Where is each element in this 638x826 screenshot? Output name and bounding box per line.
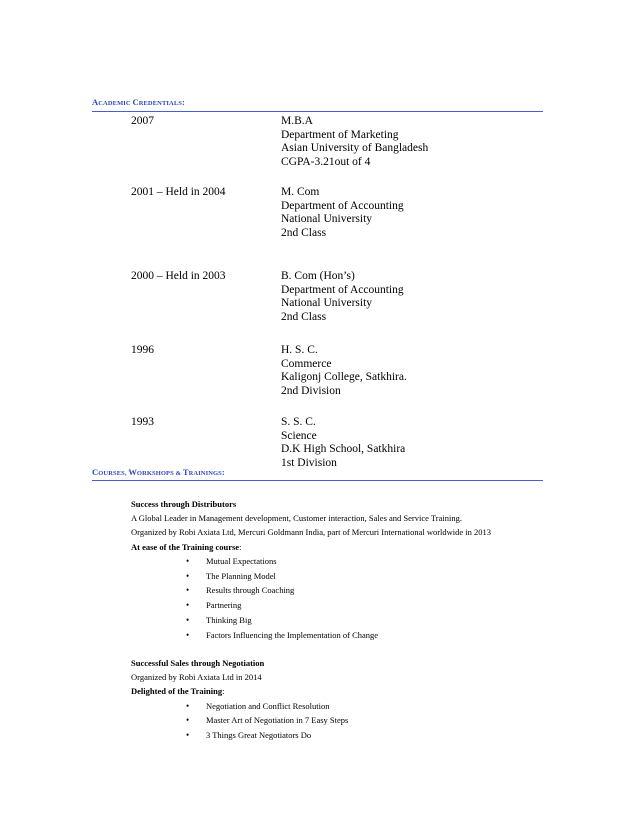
list-item-text: 3 Things Great Negotiators Do <box>206 730 312 741</box>
education-details <box>281 416 405 470</box>
education-year: 2000 – Held in 2003 <box>131 270 226 282</box>
education-year: 1996 <box>131 344 154 356</box>
heading-text: CADEMIC <box>98 100 133 107</box>
degree: S. S. C. <box>281 416 316 428</box>
education-details <box>281 270 404 324</box>
bullet-icon: • <box>186 730 190 741</box>
course-organizer: Organized by Robi Axiata Ltd in 2014 <box>131 672 262 683</box>
institution: National University <box>281 297 373 309</box>
bullet-icon: • <box>186 585 190 596</box>
department: Commerce <box>281 357 332 370</box>
education-year: 2007 <box>131 115 154 127</box>
list-item <box>131 569 611 584</box>
heading-letter: T <box>182 467 189 477</box>
heading-letter: C <box>132 97 139 107</box>
course-item <box>131 656 611 743</box>
heading-text: RAININGS <box>188 470 222 477</box>
list-item-text: Mutual Expectations <box>206 555 277 566</box>
heading-letter: A <box>92 97 99 107</box>
bullet-icon: • <box>186 570 190 581</box>
institution: Kaligonj College, Satkhira. <box>281 371 407 383</box>
degree: H. S. C. <box>281 344 318 356</box>
course-topics-label-text: At ease of the Training course <box>131 541 240 552</box>
list-item-text: Thinking Big <box>206 614 252 625</box>
heading-text: REDENTIALS <box>138 100 182 107</box>
department: Department of Marketing <box>281 128 399 141</box>
bullet-icon: • <box>186 700 190 711</box>
result: 2nd Class <box>281 310 327 323</box>
department: Department of Accounting <box>281 283 404 296</box>
list-item-text: Results through Coaching <box>206 585 295 596</box>
institution: National University <box>281 213 373 225</box>
courses-heading-rule <box>92 480 543 481</box>
academic-heading-rule <box>92 111 543 112</box>
course-title: Success through Distributors <box>131 499 237 509</box>
bullet-icon: • <box>186 555 190 566</box>
heading-text: OURSES, <box>98 470 129 477</box>
list-item-text: Master Art of Negotiation in 7 Easy Steps <box>206 715 349 726</box>
list-item-text: Negotiation and Conflict Resolution <box>206 700 330 711</box>
institution: D.K High School, Satkhira <box>281 443 406 455</box>
course-title: Successful Sales through Negotiation <box>131 658 265 668</box>
course-organizer: Organized by Robi Axiata Ltd, Mercuri Goldmann India, part of Mercuri International worldwide in 2013 <box>131 527 492 538</box>
list-item <box>131 554 611 569</box>
degree: B. Com (Hon’s) <box>281 270 355 282</box>
degree: M.B.A <box>281 115 313 127</box>
courses-heading <box>92 467 225 477</box>
course-topics-list <box>131 554 611 643</box>
list-item-text: The Planning Model <box>206 570 276 581</box>
heading-letter: C <box>92 467 99 477</box>
result: 1st Division <box>281 456 337 469</box>
heading-letter: W <box>128 467 137 477</box>
heading-colon: : <box>181 97 185 107</box>
result: 2nd Division <box>281 384 341 397</box>
bullet-icon: • <box>186 715 190 726</box>
institution: Asian University of Bangladesh <box>281 142 429 154</box>
list-item <box>131 699 611 714</box>
bullet-icon: • <box>186 629 190 640</box>
heading-text: ORKSHOPS & <box>136 470 183 477</box>
list-item-text: Partnering <box>206 600 242 611</box>
course-topics-label <box>131 684 611 698</box>
list-item <box>131 713 611 728</box>
education-details <box>281 186 404 240</box>
label-colon: : <box>222 686 225 697</box>
list-item <box>131 583 611 598</box>
list-item <box>131 613 611 628</box>
education-year: 2001 – Held in 2004 <box>131 186 226 198</box>
course-topics-label-text: Delighted of the Training <box>131 686 223 697</box>
department: Science <box>281 429 317 442</box>
list-item <box>131 628 611 643</box>
result: 2nd Class <box>281 226 327 239</box>
course-item <box>131 497 611 643</box>
label-colon: : <box>239 541 242 552</box>
list-item <box>131 728 611 743</box>
academic-credentials-heading <box>92 97 185 107</box>
list-item-text: Factors Influencing the Implementation of Change <box>206 629 379 640</box>
education-details <box>281 115 428 169</box>
education-details <box>281 344 407 398</box>
department: Department of Accounting <box>281 199 404 212</box>
course-topics-label <box>131 540 611 554</box>
bullet-icon: • <box>186 614 190 625</box>
course-description: A Global Leader in Management development, Customer interaction, Sales and Service Training. <box>131 513 462 524</box>
degree: M. Com <box>281 186 320 198</box>
list-item <box>131 598 611 613</box>
heading-colon: : <box>221 467 225 477</box>
bullet-icon: • <box>186 600 190 611</box>
result: CGPA-3.21out of 4 <box>281 155 371 168</box>
education-year: 1993 <box>131 416 154 428</box>
course-topics-list <box>131 699 611 743</box>
